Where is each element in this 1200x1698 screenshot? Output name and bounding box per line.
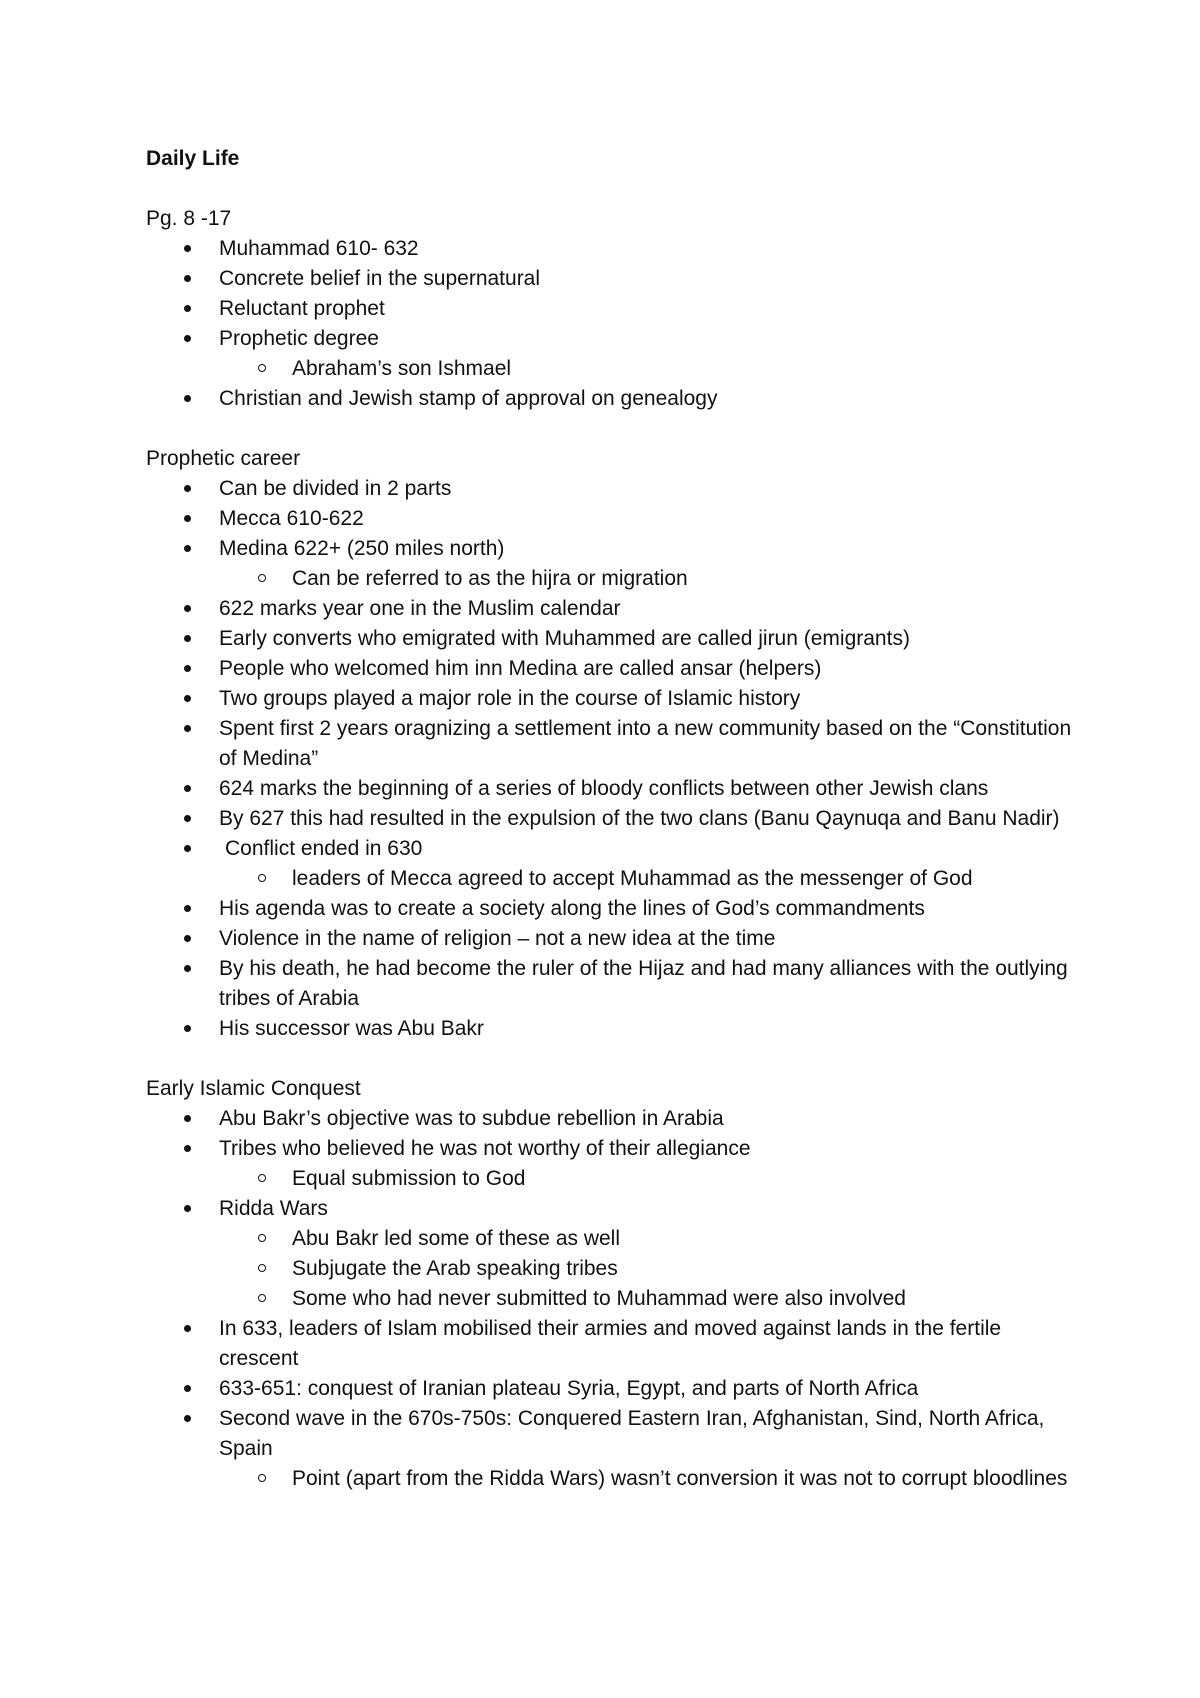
hollow-bullet-icon — [258, 1294, 266, 1302]
list-item: Conflict ended in 630 — [146, 834, 1086, 864]
bullet-icon — [184, 1415, 191, 1422]
section-heading-early-islamic-conquest: Early Islamic Conquest — [146, 1077, 361, 1100]
list-item: Medina 622+ (250 miles north) — [146, 534, 1086, 564]
list-item: Early converts who emigrated with Muhammed are called jirun (emigrants) — [146, 624, 1086, 654]
bullet-icon — [184, 485, 191, 492]
list-item: By 627 this had resulted in the expulsion of the two clans (Banu Qaynuqa and Banu Nadir) — [146, 804, 1086, 834]
bullet-icon — [184, 905, 191, 912]
spacer — [146, 1044, 1086, 1074]
bullet-icon — [184, 275, 191, 282]
bullet-icon — [184, 1115, 191, 1122]
hollow-bullet-icon — [258, 874, 266, 882]
bullet-icon — [184, 785, 191, 792]
list-item: Violence in the name of religion – not a new idea at the time — [146, 924, 1086, 954]
list-item: Spent first 2 years oragnizing a settlement into a new community based on the “Constitution of Medina” — [146, 714, 1086, 774]
list-item: People who welcomed him inn Medina are called ansar (helpers) — [146, 654, 1086, 684]
bullet-list-prophetic-career — [146, 474, 1086, 564]
list-item: 622 marks year one in the Muslim calendar — [146, 594, 1086, 624]
list-item: In 633, leaders of Islam mobilised their armies and moved against lands in the fertile crescent — [146, 1314, 1086, 1374]
bullet-icon — [184, 665, 191, 672]
section-heading-pages: Pg. 8 -17 — [146, 207, 232, 230]
sub-list-item: Point (apart from the Ridda Wars) wasn’t conversion it was not to corrupt bloodlines — [146, 1464, 1086, 1494]
sub-list — [146, 864, 1086, 894]
hollow-bullet-icon — [258, 1174, 266, 1182]
bullet-list-conquest-cont2 — [146, 1314, 1086, 1464]
bullet-list-conquest-cont — [146, 1194, 1086, 1224]
section-heading-prophetic-career: Prophetic career — [146, 447, 301, 470]
bullet-icon — [184, 845, 191, 852]
bullet-icon — [184, 335, 191, 342]
bullet-icon — [184, 935, 191, 942]
list-item: By his death, he had become the ruler of the Hijaz and had many alliances with the outlying tribes of Arabia — [146, 954, 1086, 1014]
list-item: Concrete belief in the supernatural — [146, 264, 1086, 294]
hollow-bullet-icon — [258, 364, 266, 372]
bullet-icon — [184, 305, 191, 312]
document-title: Daily Life — [146, 147, 240, 170]
bullet-list-conquest — [146, 1104, 1086, 1164]
bullet-icon — [184, 545, 191, 552]
list-item: Second wave in the 670s-750s: Conquered Eastern Iran, Afghanistan, Sind, North Africa, Spain — [146, 1404, 1086, 1464]
sub-list — [146, 354, 1086, 384]
list-item: Muhammad 610- 632 — [146, 234, 1086, 264]
bullet-icon — [184, 815, 191, 822]
sub-list-item: Abraham’s son Ishmael — [146, 354, 1086, 384]
list-item: Prophetic degree — [146, 324, 1086, 354]
document-page — [146, 144, 1086, 1494]
bullet-icon — [184, 605, 191, 612]
sub-list — [146, 1224, 1086, 1314]
bullet-icon — [184, 695, 191, 702]
bullet-icon — [184, 1025, 191, 1032]
sub-list-item: leaders of Mecca agreed to accept Muhammad as the messenger of God — [146, 864, 1086, 894]
bullet-icon — [184, 725, 191, 732]
sub-list — [146, 1464, 1086, 1494]
sub-list-item: Subjugate the Arab speaking tribes — [146, 1254, 1086, 1284]
hollow-bullet-icon — [258, 574, 266, 582]
list-item: Christian and Jewish stamp of approval on genealogy — [146, 384, 1086, 414]
list-item: Tribes who believed he was not worthy of their allegiance — [146, 1134, 1086, 1164]
sub-list — [146, 564, 1086, 594]
list-item: Mecca 610-622 — [146, 504, 1086, 534]
hollow-bullet-icon — [258, 1264, 266, 1272]
bullet-list-prophetic-career-cont — [146, 594, 1086, 864]
bullet-icon — [184, 1145, 191, 1152]
bullet-icon — [184, 515, 191, 522]
hollow-bullet-icon — [258, 1234, 266, 1242]
bullet-icon — [184, 965, 191, 972]
sub-list-item: Can be referred to as the hijra or migration — [146, 564, 1086, 594]
bullet-icon — [184, 1325, 191, 1332]
list-item: Two groups played a major role in the course of Islamic history — [146, 684, 1086, 714]
list-item: His agenda was to create a society along the lines of God’s commandments — [146, 894, 1086, 924]
sub-list-item: Abu Bakr led some of these as well — [146, 1224, 1086, 1254]
sub-list — [146, 1164, 1086, 1194]
list-item: Reluctant prophet — [146, 294, 1086, 324]
bullet-list-prophetic-career-cont2 — [146, 894, 1086, 1044]
sub-list-item: Equal submission to God — [146, 1164, 1086, 1194]
list-item: Ridda Wars — [146, 1194, 1086, 1224]
bullet-icon — [184, 1385, 191, 1392]
bullet-icon — [184, 245, 191, 252]
bullet-icon — [184, 635, 191, 642]
bullet-icon — [184, 1205, 191, 1212]
list-item: Can be divided in 2 parts — [146, 474, 1086, 504]
list-item: Abu Bakr’s objective was to subdue rebellion in Arabia — [146, 1104, 1086, 1134]
hollow-bullet-icon — [258, 1474, 266, 1482]
list-item: 624 marks the beginning of a series of bloody conflicts between other Jewish clans — [146, 774, 1086, 804]
list-item: 633-651: conquest of Iranian plateau Syria, Egypt, and parts of North Africa — [146, 1374, 1086, 1404]
spacer — [146, 414, 1086, 444]
bullet-icon — [184, 395, 191, 402]
bullet-list-pages-cont — [146, 384, 1086, 414]
list-item: His successor was Abu Bakr — [146, 1014, 1086, 1044]
sub-list-item: Some who had never submitted to Muhammad were also involved — [146, 1284, 1086, 1314]
bullet-list-pages — [146, 234, 1086, 354]
